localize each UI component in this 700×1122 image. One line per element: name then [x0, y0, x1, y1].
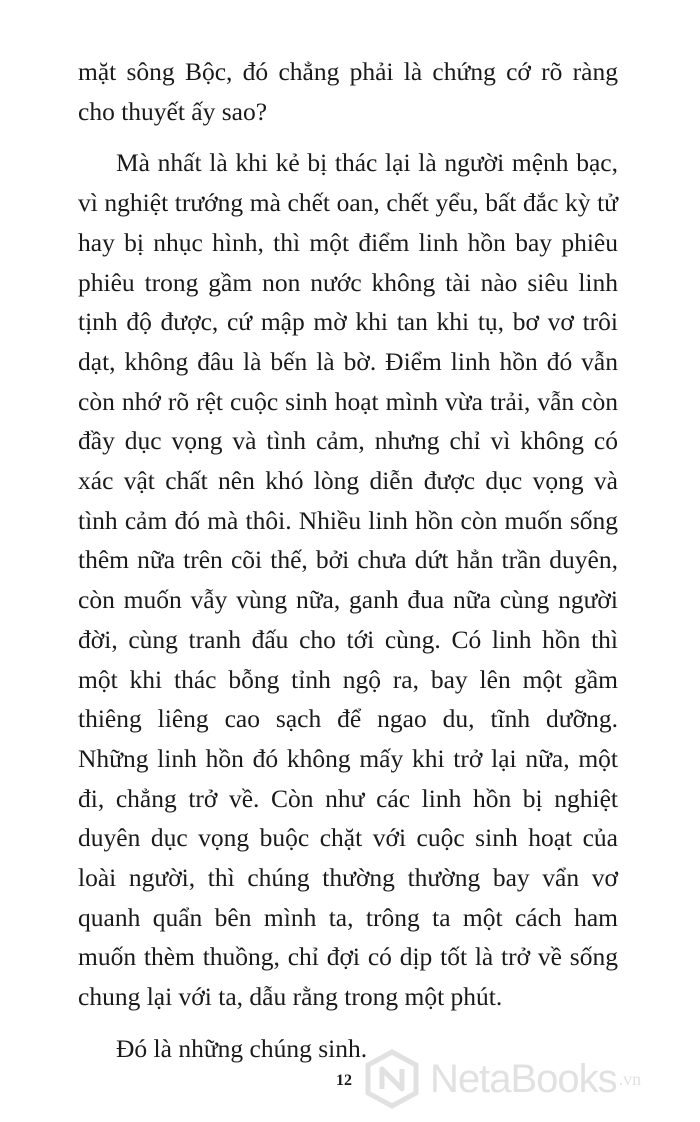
paragraph-3: Đó là những chúng sinh.: [116, 1033, 368, 1063]
paragraph-2: Mà nhất là khi kẻ bị thác lại là người mệnh bạc, vì nghiệt trướng mà chết oan, chết yểu, bất đắc kỳ tử hay bị nhục hình, thì một điểm linh hồn bay phiêu phiêu trong gầm non nước không tài nào siêu linh tịnh độ được, cứ mập mờ khi tan khi tụ, bơ vơ trôi dạt, không đâu là bến là bờ. Điểm linh hồn đó vẫn còn nhớ rõ rệt cuộc sinh hoạt mình vừa trải, vẫn còn đầy dục vọng và tình cảm, nhưng chỉ vì không có xác vật chất nên khó lòng diễn được dục vọng và tình cảm đó mà thôi. Nhiều linh hồn còn muốn sống thêm nữa trên cõi thế, bởi chưa dứt hẳn trần duyên, còn muốn vẫy vùng nữa, ganh đua nữa cùng người đời, cùng tranh đấu cho tới cùng. Có linh hồn thì một khi thác bỗng tỉnh ngộ ra, bay lên một gầm thiêng liêng cao sạch để ngao du, tĩnh dưỡng. Những linh hồn đó không mấy khi trở lại nữa, một đi, chẳng trở về. Còn như các linh hồn bị nghiệt duyên dục vọng buộc chặt với cuộc sinh hoạt của loài người, thì chúng thường thường bay vẩn vơ quanh quẩn bên mình ta, trông ta một cách ham muốn thèm thuồng, chỉ đợi có dịp tốt là trở về sống chung lại với ta, dẫu rằng trong một phút.: [78, 148, 618, 1012]
watermark-text: NetaBooks: [430, 1056, 617, 1101]
netabooks-logo-icon: [362, 1049, 422, 1109]
watermark: [362, 1044, 692, 1114]
paragraph-1: mặt sông Bộc, đó chẳng phải là chứng cớ rõ ràng cho thuyết ấy sao?: [78, 57, 618, 126]
watermark-suffix: .vn: [618, 1068, 642, 1089]
page-number: 12: [336, 1072, 352, 1089]
page-body: [78, 52, 618, 1069]
